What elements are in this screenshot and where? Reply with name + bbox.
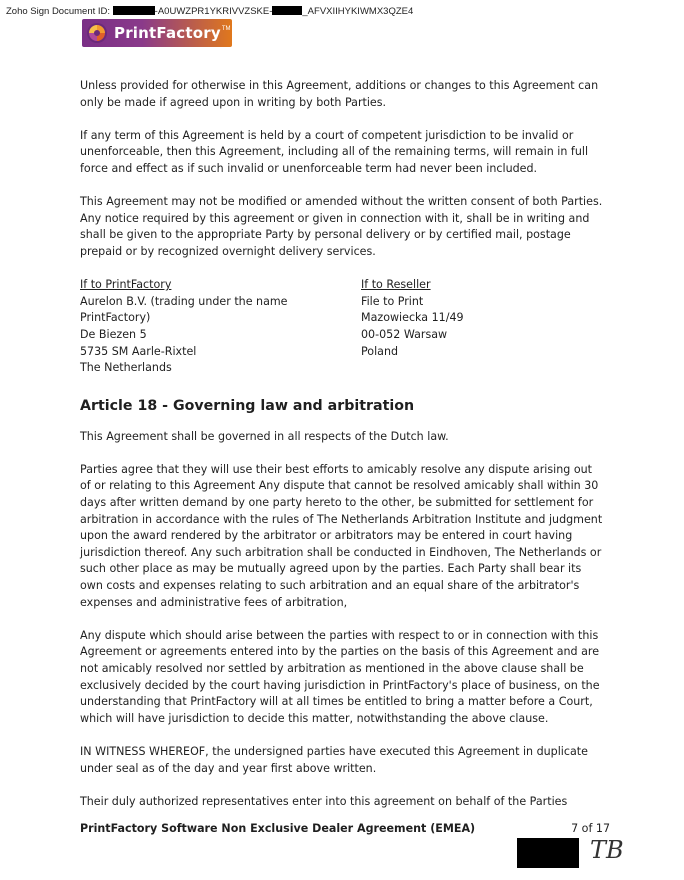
doc-id-part2: _AFVXIIHYKIWMX3QZE4 xyxy=(302,6,414,17)
footer-title: PrintFactory Software Non Exclusive Dealer Agreement (EMEA) xyxy=(80,822,476,835)
paragraph-severability: If any term of this Agreement is held by a court of competent jurisdiction to be invalid or unenforceable, then this Agreement, including all of the remaining terms, will remain in full force and effect as if such invalid or unenforceable term had never been included. xyxy=(80,128,589,175)
address-line: File to Print xyxy=(361,294,424,308)
logo-text: PrintFactory xyxy=(114,24,221,42)
logo-trademark: TM xyxy=(221,26,231,32)
signature-initials: TB xyxy=(590,836,624,864)
address-line: Aurelon B.V. (trading under the name PrintFactory) xyxy=(80,294,288,325)
article-heading: Article 18 - Governing law and arbitration xyxy=(80,397,415,414)
redaction-bar xyxy=(272,6,302,15)
address-line: Poland xyxy=(361,344,399,358)
paragraph-notices: Any notice required by this agreement or given in connection with it, shall be in writing and shall be given to the appropriate Party by personal delivery or by certified mail, postage prepaid or by recognized overnight delivery services. xyxy=(80,211,590,258)
paragraph-witness: IN WITNESS WHEREOF, the undersigned parties have executed this Agreement in duplicate under seal as of the day and year first above written. xyxy=(80,744,588,775)
address-reseller xyxy=(361,277,464,377)
redaction-bar xyxy=(113,6,155,15)
zoho-document-id xyxy=(6,6,413,17)
address-line: The Netherlands xyxy=(80,361,172,375)
printfactory-logo xyxy=(82,19,232,47)
paragraph-changes: Unless provided for otherwise in this Agreement, additions or changes to this Agreement can only be made if agreed upon in writing by both Parties. xyxy=(80,79,599,109)
document-body xyxy=(80,78,604,810)
paragraph-jurisdiction: Any dispute which should arise between the parties with respect to or in connection with this Agreement or agreements entered into by the parties on the basis of this Agreement and are not amicably resolved nor settled by arbitration as mentioned in the above clause shall be exclusively decided by the court having jurisdiction in PrintFactory's place of business, on the understanding that PrintFactory will at all times be entitled to bring a matter before a Court, which will have jurisdiction to decide this matter, notwithstanding the above clause. xyxy=(80,628,600,725)
paragraph-representatives: Their duly authorized representatives enter into this agreement on behalf of the Parties xyxy=(80,794,568,808)
paragraph-arbitration: Parties agree that they will use their best efforts to amicably resolve any dispute arising out of or relating to this Agreement Any dispute that cannot be resolved amicably shall within 30 days after written demand by one party hereto to the other, be submitted for settlement for arbitration in accordance with the rules of The Netherlands Arbitration Institute and judgment upon the award rendered by the arbitrator or arbitrators may be entered in court having jurisdiction thereof. Any such arbitration shall be conducted in Eindhoven, The Netherlands or such other place as may be mutually agreed upon by the parties. Each Party shall bear its own costs and expenses relating to such arbitration and an equal share of the arbitrator's expenses and administrative fees of arbitration, xyxy=(80,462,603,609)
address-line: 5735 SM Aarle-Rixtel xyxy=(80,344,197,358)
address-heading: If to PrintFactory xyxy=(80,278,172,292)
paragraph-amendment: This Agreement may not be modified or amended without the written consent of both Parties. xyxy=(80,195,603,209)
page-number: 7 of 17 xyxy=(571,822,610,835)
address-line: Mazowiecka 11/49 xyxy=(361,311,464,325)
doc-id-part1: -A0UWZPR1YKRIVVZSKE- xyxy=(154,6,273,17)
notice-addresses xyxy=(80,277,604,377)
paragraph-governing-law: This Agreement shall be governed in all respects of the Dutch law. xyxy=(80,429,449,443)
address-line: De Biezen 5 xyxy=(80,327,147,341)
address-heading: If to Reseller xyxy=(361,278,431,292)
address-line: 00-052 Warsaw xyxy=(361,327,448,341)
printfactory-swirl-icon xyxy=(86,22,108,44)
redaction-box xyxy=(517,838,579,868)
address-printfactory xyxy=(80,277,361,377)
doc-id-label: Zoho Sign Document ID: xyxy=(6,6,111,17)
